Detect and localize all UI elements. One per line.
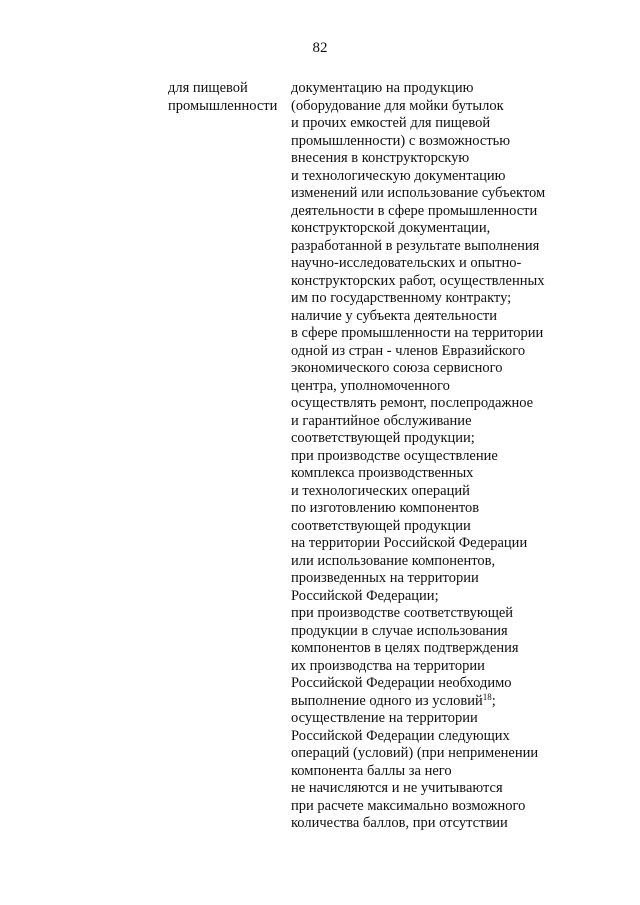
right-column-line: при расчете максимально возможного (291, 797, 526, 814)
right-column-line: осуществление на территории (291, 710, 478, 726)
right-column-line: осуществлять ремонт, послепродажное (291, 395, 534, 411)
right-column-line: в сфере промышленности на территории (291, 325, 544, 341)
right-column-line: научно-исследовательских и опытно- (291, 255, 522, 271)
page-number: 82 (312, 40, 328, 56)
right-column-line: Российской Федерации; (291, 587, 439, 604)
right-column-line: комплекса производственных (291, 465, 474, 481)
right-column-line: наличие у субъекта деятельности (291, 307, 497, 324)
right-column-line: экономического союза сервисного (291, 360, 503, 376)
left-column-line: промышленности (168, 97, 278, 114)
right-column-text-block (291, 710, 591, 833)
right-column-line: одной из стран - членов Евразийского (291, 342, 526, 359)
right-column-line: по изготовлению компонентов (291, 500, 480, 516)
right-column-line: соответствующей продукции (291, 517, 471, 534)
right-column-text-block (291, 80, 591, 693)
right-column (291, 80, 591, 833)
right-column-line: соответствующей продукции; (291, 430, 475, 446)
right-column-line: продукции в случае использования (291, 622, 508, 639)
right-column-line: компонента баллы за него (291, 762, 452, 779)
right-column-line: количества баллов, при отсутствии (291, 815, 508, 831)
footnote-line-text: выполнение одного из условий (291, 692, 483, 709)
left-column (168, 80, 288, 115)
footnote-text-line (291, 693, 591, 711)
right-column-line: и технологических операций (291, 482, 470, 499)
right-column-line: Российской Федерации следующих (291, 727, 510, 744)
right-column-line: (оборудование для мойки бутылок (291, 97, 504, 114)
right-column-line: конструкторской документации, (291, 220, 491, 236)
right-column-line: или использование компонентов, (291, 552, 496, 569)
right-column-line: документацию на продукцию (291, 80, 474, 96)
right-column-line: внесения в конструкторскую (291, 150, 470, 166)
right-column-line: при производстве осуществление (291, 447, 498, 464)
right-column-line: Российской Федерации необходимо (291, 675, 512, 691)
right-column-line: промышленности) с возможностью (291, 132, 511, 149)
left-column-line: для пищевой (168, 80, 248, 96)
right-column-line: центра, уполномоченного (291, 377, 450, 394)
right-column-line: не начисляются и не учитываются (291, 780, 503, 796)
right-column-line: изменений или использование субъектом (291, 185, 546, 201)
right-column-line: их производства на территории (291, 657, 485, 674)
right-column-line: операций (условий) (при неприменении (291, 745, 539, 761)
right-column-line: конструкторских работ, осуществленных (291, 272, 545, 289)
right-column-line: им по государственному контракту; (291, 290, 512, 306)
right-column-line: и технологическую документацию (291, 167, 506, 184)
footnote-reference[interactable]: 18 (482, 691, 492, 702)
right-column-line: произведенных на территории (291, 570, 479, 586)
footnote-line-suffix: ; (491, 692, 496, 709)
right-column-line: деятельности в сфере промышленности (291, 202, 538, 219)
right-column-line: и гарантийное обслуживание (291, 412, 472, 429)
right-column-line: на территории Российской Федерации (291, 535, 528, 551)
right-column-line: компонентов в целях подтверждения (291, 640, 519, 656)
right-column-line: разработанной в результате выполнения (291, 237, 540, 254)
right-column-line: при производстве соответствующей (291, 605, 514, 621)
right-column-line: и прочих емкостей для пищевой (291, 115, 491, 131)
